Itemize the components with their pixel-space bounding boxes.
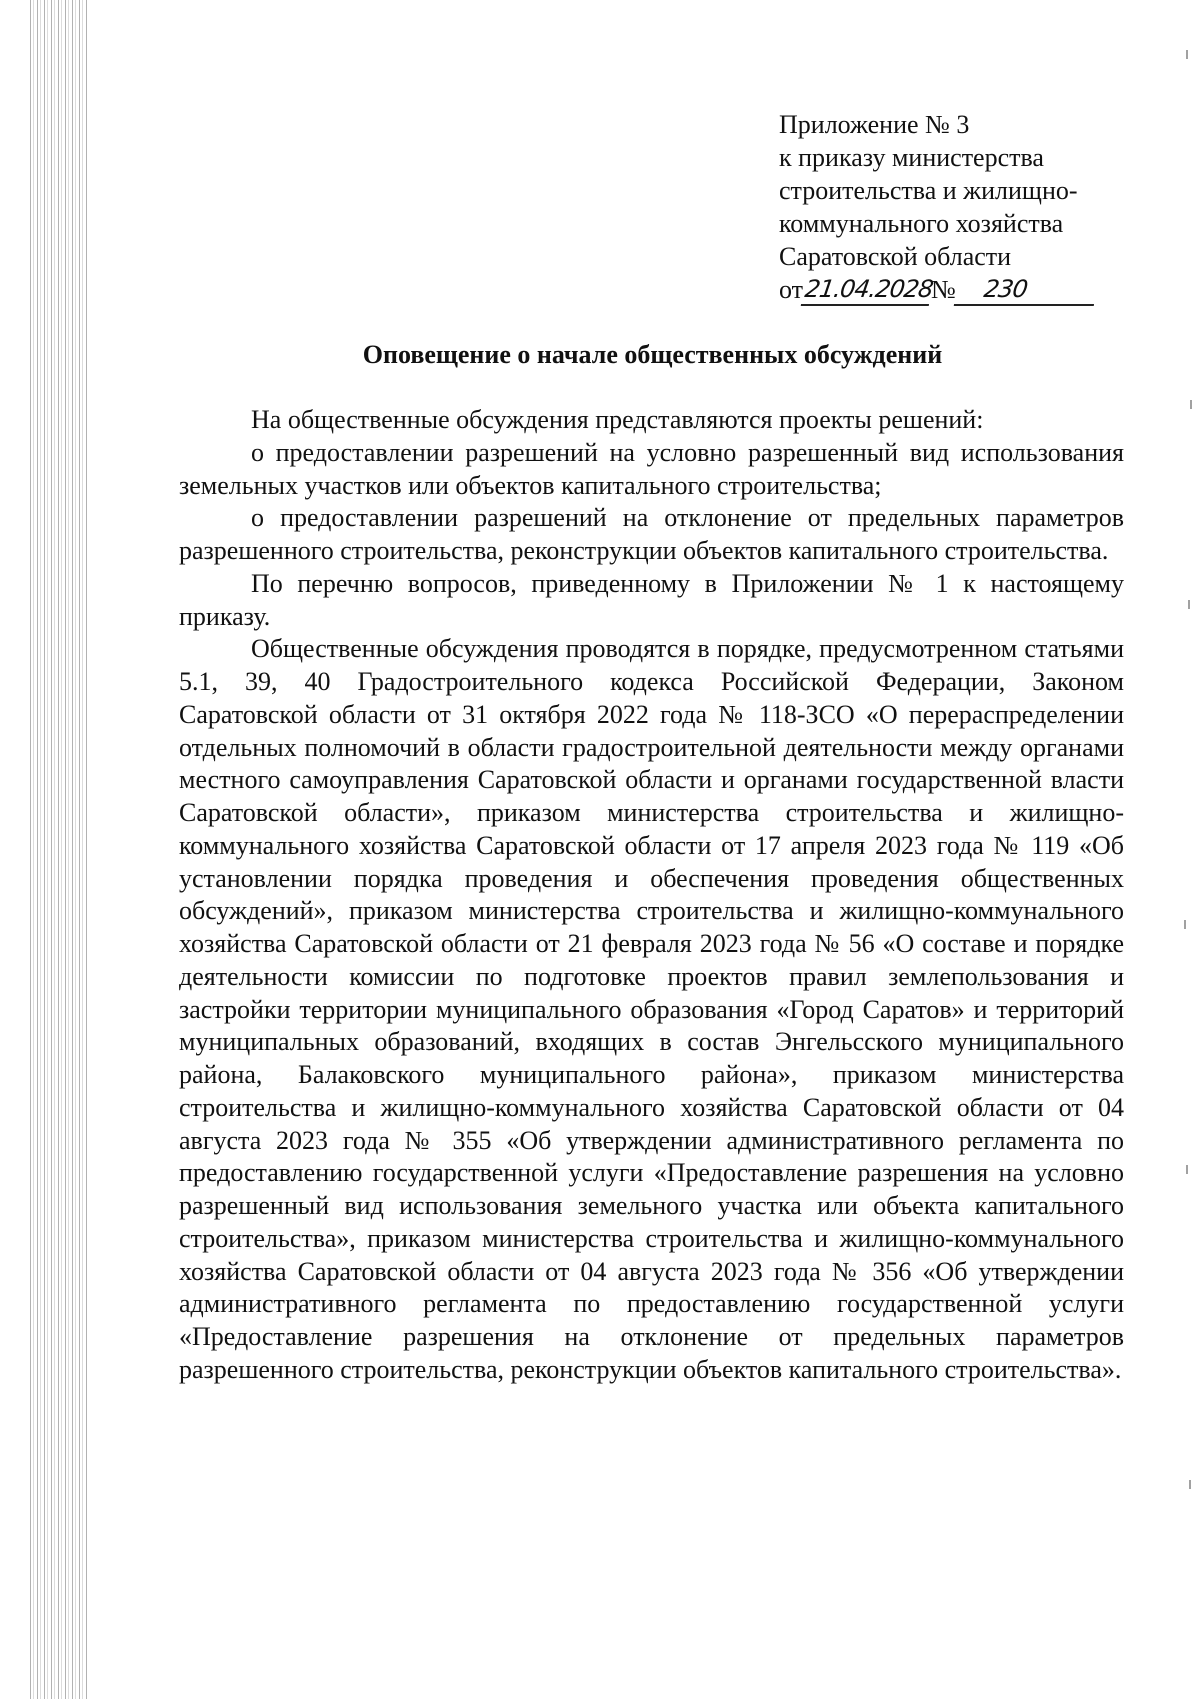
appendix-line: коммунального хозяйства bbox=[779, 209, 1064, 238]
appendix-line: Приложение № 3 bbox=[779, 110, 970, 139]
appendix-header bbox=[779, 108, 1109, 306]
paragraph: Общественные обсуждения проводятся в порядке, предусмотренном статьями 5.1, 39, 40 Градостроительного кодекса Российской Федерации, Законом Саратовской области от 31 октября 2022 года № 118-ЗСО «О перераспределении отдельных полномочий в области градостроительной деятельности между органами местного самоуправления Саратовской области и органами государственной власти Саратовской области», приказом министерства строительства и жилищно-коммунального хозяйства Саратовской области от 17 апреля 2023 года № 119 «Об установлении порядка проведения и обеспечения проведения общественных обсуждений», приказом министерства строительства и жилищно-коммунального хозяйства Саратовской области от 21 февраля 2023 года № 56 «О составе и порядке деятельности комиссии по подготовке проектов правил землепользования и застройки территории муниципального образования «Город Саратов» и территорий муниципальных образований, входящих в состав Энгельсского муниципального района, Балаковского муниципального района», приказом министерства строительства и жилищно-коммунального хозяйства Саратовской области от 04 августа 2023 года № 355 «Об утверждении административного регламента по предоставлению государственной услуги «Предоставление разрешения на условно разрешенный вид использования земельного участка или объекта капитального строительства», приказом министерства строительства и жилищно-коммунального хозяйства Саратовской области от 04 августа 2023 года № 356 «Об утверждении административного регламента по предоставлению государственной услуги «Предоставление разрешения на отклонение от предельных параметров разрешенного строительства, реконструкции объектов капитального строительства». bbox=[179, 634, 1124, 1384]
paragraph: По перечню вопросов, приведенному в Приложении № 1 к настоящему приказу. bbox=[179, 568, 1124, 631]
paragraph: На общественные обсуждения представляются проекты решений: bbox=[251, 405, 984, 434]
appendix-line: строительства и жилищно- bbox=[779, 176, 1078, 205]
appendix-line: к приказу министерства bbox=[779, 143, 1044, 172]
scan-binding-edge bbox=[30, 0, 88, 1699]
document-title: Оповещение о начале общественных обсуждений bbox=[362, 340, 943, 369]
date-number-line bbox=[779, 273, 1109, 306]
handwritten-number: 230 bbox=[954, 274, 1098, 306]
appendix-line: Саратовской области bbox=[779, 242, 1012, 271]
paragraph: о предоставлении разрешений на отклонение от предельных параметров разрешенного строительства, реконструкции объектов капитального строительства. bbox=[179, 503, 1124, 565]
scan-specks bbox=[1170, 0, 1200, 1699]
number-prefix: № bbox=[931, 275, 956, 304]
document-body bbox=[179, 404, 1124, 1387]
handwritten-date: 21.04.2028 bbox=[801, 274, 933, 306]
date-prefix: от bbox=[779, 275, 804, 304]
paragraph: о предоставлении разрешений на условно разрешенный вид использования земельных участков или объектов капитального строительства; bbox=[179, 437, 1124, 500]
